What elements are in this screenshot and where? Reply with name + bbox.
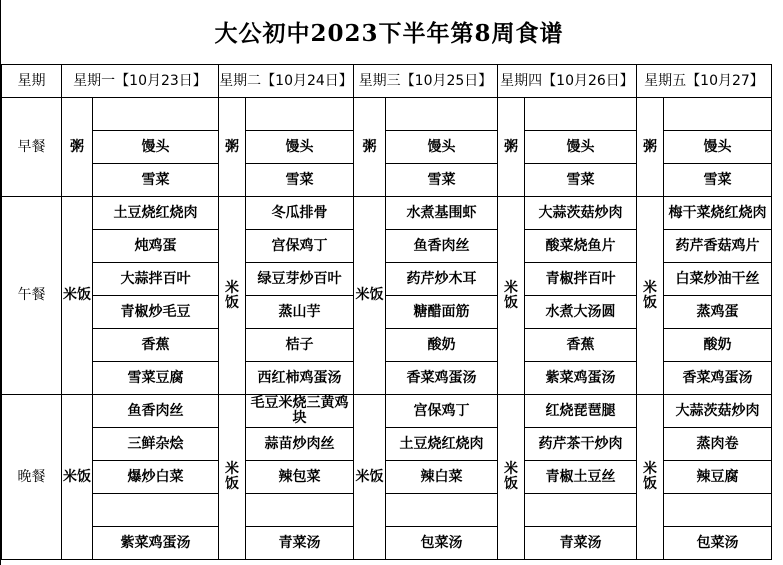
staple-food: 米饭 xyxy=(637,197,664,395)
dish-cell xyxy=(246,98,354,131)
dish-cell: 鱼香肉丝 xyxy=(93,395,219,428)
dish-cell: 西红柿鸡蛋汤 xyxy=(246,362,354,395)
dish-cell: 白菜炒油干丝 xyxy=(664,263,772,296)
dish-cell xyxy=(386,98,498,131)
dish-cell: 宫保鸡丁 xyxy=(246,230,354,263)
dish-cell: 青椒拌百叶 xyxy=(525,263,637,296)
dish-cell: 雪菜 xyxy=(386,164,498,197)
staple-food: 米饭 xyxy=(354,197,386,395)
dish-cell: 雪菜 xyxy=(93,164,219,197)
breakfast-row xyxy=(2,98,772,131)
dish-cell: 大蒜茨菇炒肉 xyxy=(525,197,637,230)
dish-cell: 绿豆芽炒百叶 xyxy=(246,263,354,296)
dish-cell: 青菜汤 xyxy=(525,527,637,560)
day-header: 星期四【10月26日】 xyxy=(498,65,637,98)
dish-cell: 药芹茶干炒肉 xyxy=(525,428,637,461)
dinner-label: 晚餐 xyxy=(2,395,62,560)
staple-food: 米饭 xyxy=(498,197,525,395)
dish-cell: 青菜汤 xyxy=(246,527,354,560)
dish-cell xyxy=(246,494,354,527)
staple-food: 米饭 xyxy=(354,395,386,560)
dish-cell: 包菜汤 xyxy=(664,527,772,560)
dish-cell xyxy=(525,494,637,527)
dish-cell xyxy=(93,494,219,527)
dish-cell: 大蒜茨菇炒肉 xyxy=(664,395,772,428)
day-header: 星期一【10月23日】 xyxy=(62,65,219,98)
staple-food: 粥 xyxy=(62,98,93,197)
dinner-row xyxy=(2,395,772,428)
dish-cell xyxy=(386,494,498,527)
dish-cell: 糖醋面筋 xyxy=(386,296,498,329)
dish-cell: 青椒炒毛豆 xyxy=(93,296,219,329)
dish-cell: 桔子 xyxy=(246,329,354,362)
lunch-row xyxy=(2,197,772,230)
dish-cell: 炖鸡蛋 xyxy=(93,230,219,263)
dish-cell: 水煮基围虾 xyxy=(386,197,498,230)
dish-cell: 紫菜鸡蛋汤 xyxy=(93,527,219,560)
dish-cell: 蒸肉卷 xyxy=(664,428,772,461)
dish-cell: 土豆烧红烧肉 xyxy=(386,428,498,461)
dish-cell: 馒头 xyxy=(93,131,219,164)
lunch-label: 午餐 xyxy=(2,197,62,395)
dish-cell: 三鲜杂烩 xyxy=(93,428,219,461)
breakfast-label: 早餐 xyxy=(2,98,62,197)
staple-food: 米饭 xyxy=(498,395,525,560)
dish-cell: 青椒土豆丝 xyxy=(525,461,637,494)
dish-cell: 香菜鸡蛋汤 xyxy=(386,362,498,395)
dish-cell: 蒸山芋 xyxy=(246,296,354,329)
dish-cell xyxy=(525,98,637,131)
dish-cell xyxy=(664,494,772,527)
dish-cell: 香菜鸡蛋汤 xyxy=(664,362,772,395)
dish-cell xyxy=(664,98,772,131)
dish-cell: 辣包菜 xyxy=(246,461,354,494)
dish-cell: 包菜汤 xyxy=(386,527,498,560)
dish-cell: 酸菜烧鱼片 xyxy=(525,230,637,263)
dish-cell: 鱼香肉丝 xyxy=(386,230,498,263)
dish-cell: 土豆烧红烧肉 xyxy=(93,197,219,230)
dish-cell: 蒜苗炒肉丝 xyxy=(246,428,354,461)
dish-cell: 爆炒白菜 xyxy=(93,461,219,494)
dish-cell: 馒头 xyxy=(246,131,354,164)
dish-cell: 雪菜 xyxy=(525,164,637,197)
staple-food: 米饭 xyxy=(62,197,93,395)
staple-food: 粥 xyxy=(219,98,246,197)
dish-cell: 药芹香菇鸡片 xyxy=(664,230,772,263)
staple-food: 粥 xyxy=(498,98,525,197)
dish-cell: 辣豆腐 xyxy=(664,461,772,494)
dish-cell: 水煮大汤圆 xyxy=(525,296,637,329)
dish-cell: 冬瓜排骨 xyxy=(246,197,354,230)
staple-food: 米饭 xyxy=(219,197,246,395)
dish-cell: 辣白菜 xyxy=(386,461,498,494)
dish-cell: 红烧琵琶腿 xyxy=(525,395,637,428)
dish-cell: 宫保鸡丁 xyxy=(386,395,498,428)
dish-cell: 馒头 xyxy=(525,131,637,164)
dish-cell: 雪菜 xyxy=(246,164,354,197)
dish-cell: 酸奶 xyxy=(664,329,772,362)
day-header: 星期三【10月25日】 xyxy=(354,65,498,98)
dish-cell: 大蒜拌百叶 xyxy=(93,263,219,296)
menu-table xyxy=(1,64,772,560)
dish-cell: 毛豆米烧三黄鸡块 xyxy=(246,395,354,428)
dish-cell xyxy=(93,98,219,131)
dish-cell: 紫菜鸡蛋汤 xyxy=(525,362,637,395)
dish-cell: 药芹炒木耳 xyxy=(386,263,498,296)
dish-cell: 香蕉 xyxy=(525,329,637,362)
staple-food: 米饭 xyxy=(62,395,93,560)
dish-cell: 酸奶 xyxy=(386,329,498,362)
dish-cell: 蒸鸡蛋 xyxy=(664,296,772,329)
staple-food: 米饭 xyxy=(219,395,246,560)
dish-cell: 香蕉 xyxy=(93,329,219,362)
staple-food: 粥 xyxy=(354,98,386,197)
day-header: 星期五【10月27】 xyxy=(637,65,772,98)
dish-cell: 馒头 xyxy=(664,131,772,164)
dish-cell: 梅干菜烧红烧肉 xyxy=(664,197,772,230)
dish-cell: 雪菜豆腐 xyxy=(93,362,219,395)
staple-food: 米饭 xyxy=(637,395,664,560)
page-title: 大公初中2023下半年第8周食谱 xyxy=(214,19,564,47)
dish-cell: 雪菜 xyxy=(664,164,772,197)
weekday-header: 星期 xyxy=(2,65,62,98)
header-row xyxy=(2,65,772,98)
dish-cell: 馒头 xyxy=(386,131,498,164)
day-header: 星期二【10月24日】 xyxy=(219,65,354,98)
staple-food: 粥 xyxy=(637,98,664,197)
